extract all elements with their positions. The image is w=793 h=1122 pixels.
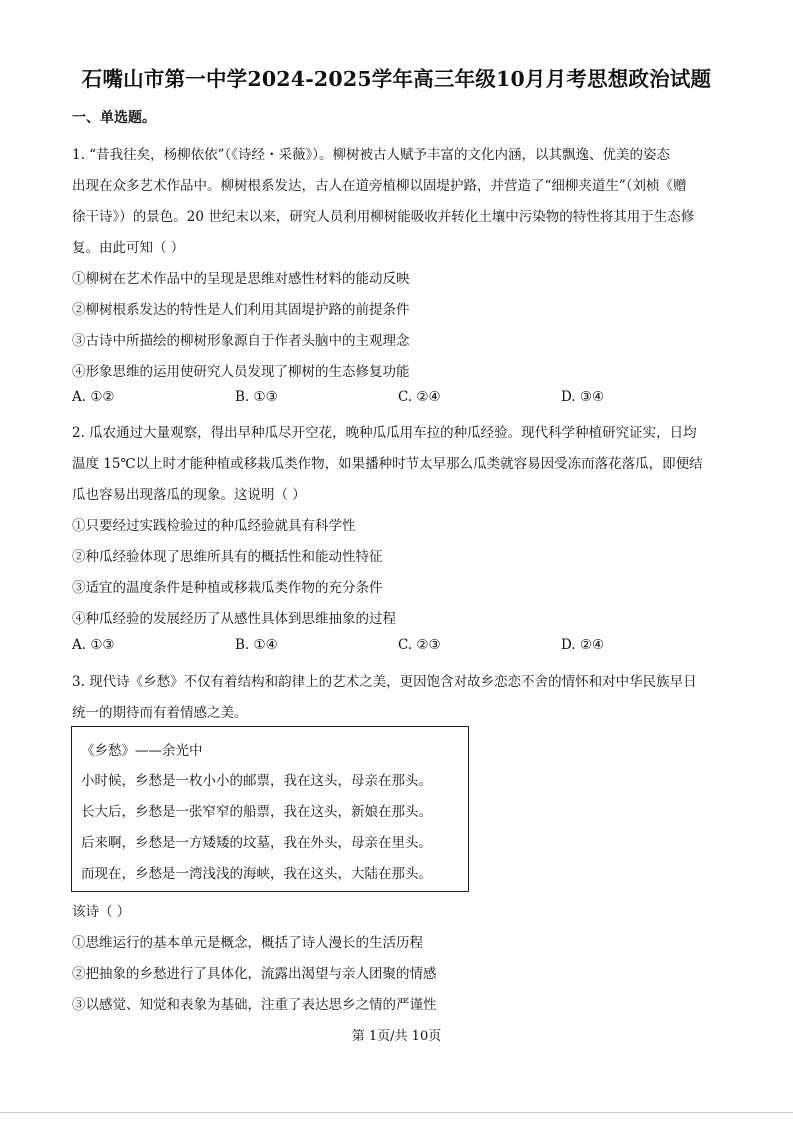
q3-statement: ②把抽象的乡愁进行了具体化，流露出渴望与亲人团聚的情感 <box>72 966 437 982</box>
q2-statement: ③适宜的温度条件是种植或移栽瓜类作物的充分条件 <box>72 580 383 596</box>
q1-statement: ②柳树根系发达的特性是人们利用其固堤护路的前提条件 <box>72 302 410 318</box>
q3-stem: 该诗（ ） <box>72 904 131 920</box>
q1-text-line: 复。由此可知（ ） <box>72 240 185 256</box>
page-bottom-divider <box>0 1112 793 1113</box>
poem-line: 小时候，乡愁是一枚小小的邮票，我在这头，母亲在那头。 <box>81 773 432 789</box>
q2-option-d[interactable]: D. ②④ <box>561 637 605 653</box>
q2-text-line: 瓜也容易出现落瓜的现象。这说明（ ） <box>72 487 306 503</box>
q2-text-line: 温度 15℃以上时才能种植或移栽瓜类作物，如果播种时节太早那么瓜类就容易因受冻而落花落瓜，即便结 <box>72 456 703 472</box>
q3-statement: ③以感觉、知觉和表象为基础，注重了表达思乡之情的严谨性 <box>72 997 437 1013</box>
page-title: 石嘴山市第一中学2024-2025学年高三年级10月月考思想政治试题 <box>81 67 712 91</box>
q1-statement: ③古诗中所描绘的柳树形象源自于作者头脑中的主观理念 <box>72 333 410 349</box>
q1-text-line: 1. “昔我往矣，杨柳依依”（《诗经・采薇》）。柳树被古人赋予丰富的文化内涵，以其飘逸、优美的姿态 <box>72 147 670 163</box>
q2-text-line: 2. 瓜农通过大量观察，得出早种瓜尽开空花，晚种瓜瓜用车拉的种瓜经验。现代科学种植研究证实，日均 <box>72 425 697 441</box>
q2-statement: ④种瓜经验的发展经历了从感性具体到思维抽象的过程 <box>72 611 396 627</box>
q3-text-line: 统一的期待而有着情感之美。 <box>72 705 248 721</box>
q1-text-line: 出现在众多艺术作品中。柳树根系发达，古人在道旁植柳以固堤护路，并营造了“细柳夹道生”（刘桢《赠 <box>72 178 687 194</box>
q2-option-a[interactable]: A. ①③ <box>72 637 115 653</box>
q1-option-d[interactable]: D. ③④ <box>561 389 605 405</box>
q2-statement: ②种瓜经验体现了思维所具有的概括性和能动性特征 <box>72 549 383 565</box>
q2-statement: ①只要经过实践检验过的种瓜经验就具有科学性 <box>72 518 356 534</box>
q3-text-line: 3. 现代诗《乡愁》不仅有着结构和韵律上的艺术之美，更因饱含对故乡恋恋不舍的情怀和对中华民族早日 <box>72 674 697 690</box>
q1-statement: ①柳树在艺术作品中的呈现是思维对感性材料的能动反映 <box>72 271 410 287</box>
poem-line: 长大后，乡愁是一张窄窄的船票，我在这头，新娘在那头。 <box>81 804 432 820</box>
q1-text-line: 徐干诗》）的景色。20 世纪末以来，研究人员利用柳树能吸收并转化土壤中污染物的特性将其用于生态修 <box>72 209 695 225</box>
poem-line: 后来啊，乡愁是一方矮矮的坟墓，我在外头，母亲在里头。 <box>81 835 432 851</box>
q1-option-b[interactable]: B. ①③ <box>235 389 278 405</box>
poem-line: 而现在，乡愁是一湾浅浅的海峡，我在这头，大陆在那头。 <box>81 866 432 882</box>
poem-box <box>71 726 469 892</box>
q2-option-b[interactable]: B. ①④ <box>235 637 278 653</box>
q1-option-a[interactable]: A. ①② <box>72 389 115 405</box>
q1-statement: ④形象思维的运用使研究人员发现了柳树的生态修复功能 <box>72 364 410 380</box>
q3-statement: ①思维运行的基本单元是概念，概括了诗人漫长的生活历程 <box>72 935 423 951</box>
page-number: 第 1页/共 10页 <box>351 1029 442 1044</box>
poem-title: 《乡愁》——余光中 <box>81 743 203 759</box>
section-heading: 一、单选题。 <box>72 110 156 126</box>
q1-option-c[interactable]: C. ②④ <box>398 389 441 405</box>
q2-option-c[interactable]: C. ②③ <box>398 637 441 653</box>
